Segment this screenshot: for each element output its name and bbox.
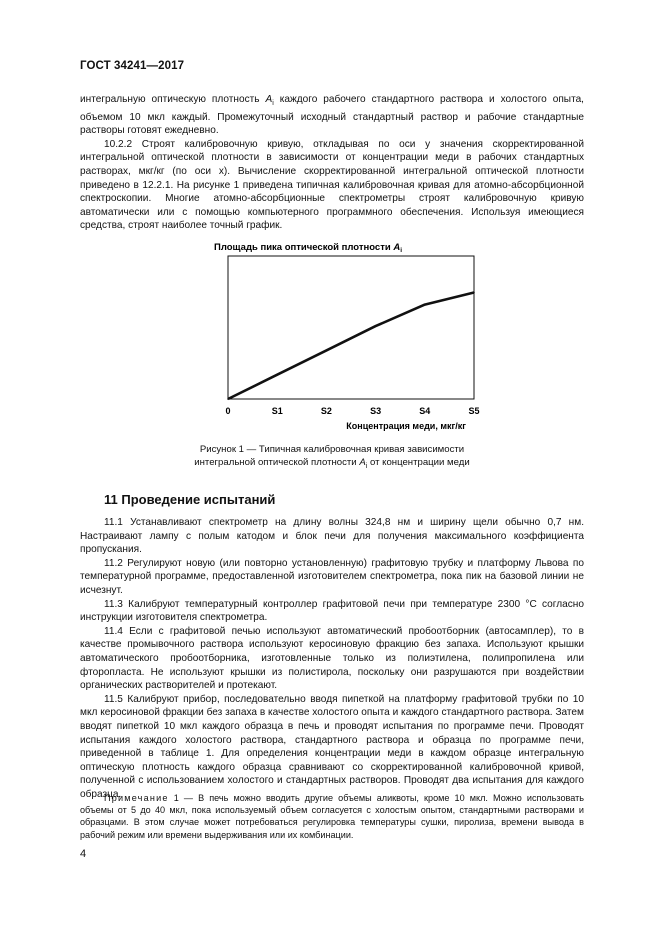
intro-block bbox=[80, 93, 584, 233]
data-point bbox=[473, 292, 475, 294]
note-text: 1 — В печь можно вводить другие объемы аликвоты, кроме 10 мкл. Можно использовать объемы от 5 до 40 мкл, пока используемый объем согласуется с холостым опытом, стандартными растворами и образцами. В этом случае может потребоваться регулировка температуры сушки, пиролиза, времени вывода в рабочий режим или времени выдерживания или их комбинации. bbox=[80, 793, 584, 840]
section-body bbox=[80, 516, 584, 801]
chart-xlabel: Концентрация меди, мкг/кг bbox=[346, 421, 466, 431]
x-tick-label: S1 bbox=[271, 406, 283, 416]
paragraph-11-3: 11.3 Калибруют температурный контроллер графитовой печи при температуре 2300 °С согласно инструкции изготовителя спектрометра. bbox=[80, 598, 584, 624]
document-header: ГОСТ 34241—2017 bbox=[80, 60, 185, 72]
paragraph-11-5: 11.5 Калибруют прибор, последовательно вводя пипеткой на платформу графитовой трубки по 10 мкл керосиновой фракции без запаха в качестве холостого опыта и каждого стандартного раствора. Затем вводят пипеткой 10 мкл каждого образца в печь и проводят испытания по программе печи. Проводят испытания каждого холостого раствора, стандартного раствора и образца по программе печи, приведенной в таблице 1. Для определения концентрации меди в каждом образце интегральную оптическую плотность каждого образца сравнивают со скорректированной калибровочной кривой, полученной с использованием холостого и стандартных растворов. Проводят два испытания для каждого образца. bbox=[80, 693, 584, 800]
intro-paragraph-1: интегральную оптическую плотность $A_i$ каждого рабочего стандартного раствора и холостого опыта, объемом 10 мкл каждый. Промежуточный исходный стандартный раствор и рабочие стандартные растворы готовят ежедневно. bbox=[80, 94, 584, 137]
chart-plot-frame bbox=[228, 256, 474, 399]
x-tick-label: 0 bbox=[225, 406, 231, 416]
note-paragraph bbox=[80, 792, 584, 841]
data-point bbox=[326, 350, 328, 352]
figure-caption-line-2: интегральной оптической плотности $A_i$ от концентрации меди bbox=[194, 457, 470, 470]
chart-series-line bbox=[228, 293, 474, 400]
figure-caption-line-1: Рисунок 1 — Типичная калибровочная кривая зависимости bbox=[199, 444, 465, 455]
paragraph-11-2: 11.2 Регулируют новую (или повторно установленную) графитовую трубку и платформу Львова по температурной программе, предоставленной изготовителем спектрометра, пока пик на базовой линии не исчезнут. bbox=[80, 557, 584, 596]
figure-caption bbox=[80, 443, 584, 473]
paragraph-11-1: 11.1 Устанавливают спектрометр на длину волны 324,8 нм и ширину щели обычно 0,7 нм. Настраивают лампу с полым катодом и блок печи для получения максимального коэффициента пропускания. bbox=[80, 517, 584, 556]
paragraph-11-4: 11.4 Если с графитовой печью используют автоматический пробоотборник (автосамплер), то в качестве промывочного раствора используют керосиновую фракцию без запаха. Используют крышки автоматического пробоотборника, изготовленные только из полиэтилена, полипропилена или фторопласта. Не используют крышки из полистирола, поскольку они разрушаются при воздействии органических растворителей и протекают. bbox=[80, 625, 584, 692]
page-number: 4 bbox=[80, 848, 87, 860]
x-tick-label: S5 bbox=[468, 406, 480, 416]
section-title: 11 Проведение испытаний bbox=[104, 492, 276, 507]
data-point bbox=[276, 374, 278, 376]
data-point bbox=[227, 398, 229, 400]
x-tick-label: S2 bbox=[320, 406, 332, 416]
data-point bbox=[424, 304, 426, 306]
data-point bbox=[375, 325, 377, 327]
note-block bbox=[80, 792, 584, 841]
x-tick-label: S4 bbox=[419, 406, 431, 416]
note-label: Примечание bbox=[104, 793, 169, 803]
chart-ylabel: Площадь пика оптической плотности $A_i$ bbox=[214, 242, 403, 254]
intro-paragraph-2: 10.2.2 Строят калибровочную кривую, откладывая по оси у значения скорректированной интегральной оптической плотности в зависимости от концентрации меди в рабочих стандартных растворах, мкг/кг (по оси х). Вычисление скорректированной интегральной оптической плотности приведено в 12.2.1. На рисунке 1 приведена типичная калибровочная кривая для атомно-абсорбционной спектроскопии. Многие атомно-абсорбционные спектрометры строят калибровочную кривую автоматически или с помощью компьютерного программного обеспечения. Используя имеющиеся средства, строят наиболее точный график. bbox=[80, 138, 584, 232]
x-tick-label: S3 bbox=[370, 406, 382, 416]
